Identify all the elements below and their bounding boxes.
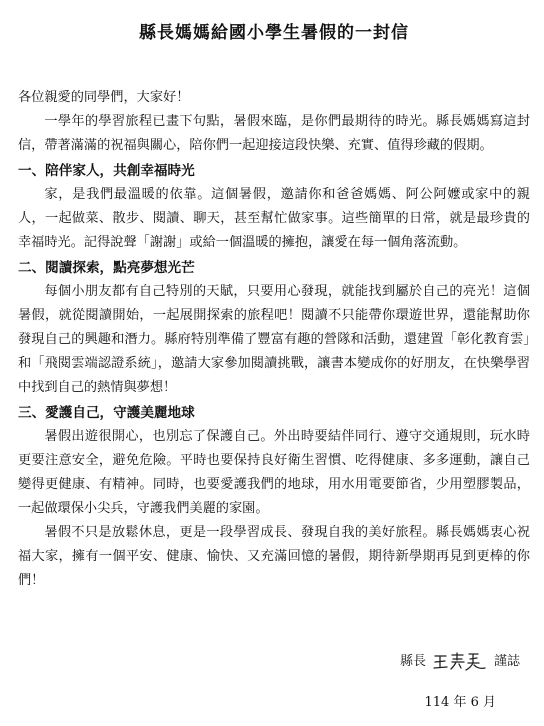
signoff-prefix: 縣長 [399,654,426,669]
signoff-suffix: 謹誌 [493,654,520,669]
section-3-paragraph-1: 暑假出遊很開心，也別忘了保護自己。外出時要結伴同行、遵守交通規則，玩水時更要注意安全，避免危險。平時也要保持良好衛生習慣、吃得健康、多多運動，讓自己變得更健康、有精神。同時，也要愛護我們的地球，用水用電要節省，少用塑膠製品，一起做環保小尖兵，守護我們美麗的家園。 [18,429,530,516]
letter-date: 114 年 6 月 [424,695,496,710]
closing-paragraph: 暑假不只是放鬆休息，更是一段學習成長、發現自我的美好旅程。縣長媽媽衷心祝福大家，擁有一個平安、健康、愉快、又充滿回憶的暑假，期待新學期再見到更棒的你們！ [18,525,530,588]
handwritten-signature [432,651,488,673]
section-1-paragraph: 家，是我們最溫暖的依靠。這個暑假，邀請你和爸爸媽媽、阿公阿嬤或家中的親人，一起做菜、散步、閱讀、聊天，甚至幫忙做家事。這些簡單的日常，就是最珍貴的幸福時光。記得說聲「謝謝」或給一個溫暖的擁抱，讓愛在每一個角落流動。 [18,187,530,250]
section-3-heading: 三、愛護自己，守護美麗地球 [18,405,195,421]
signoff [400,651,520,673]
greeting: 各位親愛的同學們，大家好！ [18,90,190,105]
section-1-heading: 一、陪伴家人，共創幸福時光 [18,163,195,179]
letter-title: 縣長媽媽給國小學生暑假的一封信 [139,23,409,43]
intro-paragraph: 一學年的學習旅程已畫下句點，暑假來臨，是你們最期待的時光。縣長媽媽寫這封信，帶著滿滿的祝福與關心，陪你們一起迎接這段快樂、充實、值得珍藏的假期。 [18,114,530,153]
section-2-heading: 二、閱讀探索，點亮夢想光芒 [18,260,195,276]
section-2-paragraph: 每個小朋友都有自己特別的天賦，只要用心發現，就能找到屬於自己的亮光！這個暑假，就從閱讀開始，一起展開探索的旅程吧！閱讀不只能帶你環遊世界，還能幫助你發現自己的興趣和潛力。縣府特別準備了豐富有趣的營隊和活動，還建置「彰化教育雲」和「飛閱雲端認證系統」，邀請大家參加閱讀挑戰，讓書本變成你的好朋友，在快樂學習中找到自己的熱情與夢想！ [18,284,530,395]
